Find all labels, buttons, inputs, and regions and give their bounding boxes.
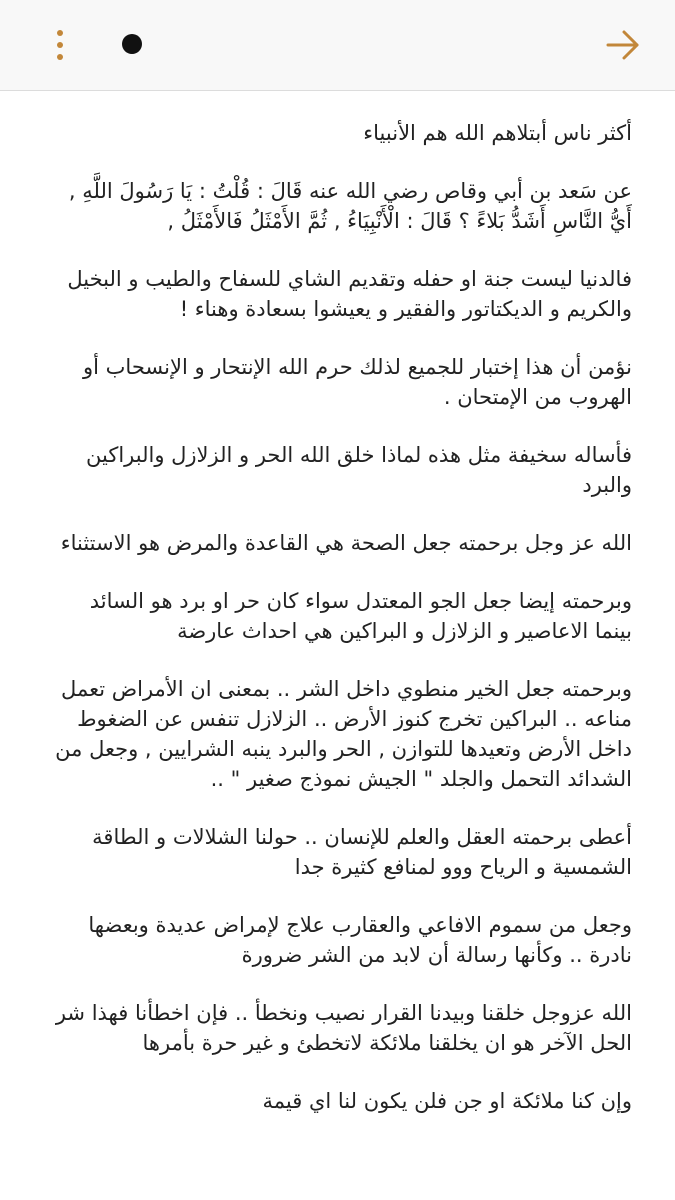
paragraph: الله عزوجل خلقنا وبيدنا القرار نصيب ونخطأ .. فإن اخطأنا فهذا شر الحل الآخر هو ان يخلقنا ملائكة لاتخطئ و غير حرة بأمرها [55,1001,632,1055]
paragraph: وبرحمته جعل الخير منطوي داخل الشر .. بمعنى ان الأمراض تعمل مناعه .. البراكين تخرج كنوز الأرض .. الزلازل تنفس عن الضغوط داخل الأرض وتعيدها للتوازن , الحر والبرد ينبه الشرايين , وجعل من الشدائد التحمل والجلد " الجيش نموذج صغير " .. [55,677,632,791]
top-toolbar [0,0,675,91]
paragraph: الله عز وجل برحمته جعل الصحة هي القاعدة والمرض هو الاستثناء [60,531,632,555]
paragraph: أعطى برحمته العقل والعلم للإنسان .. حولنا الشلالات و الطاقة الشمسية و الرياح ووو لمنافع كثيرة جدا [92,825,632,879]
paragraph: فالدنيا ليست جنة او حفله وتقديم الشاي للسفاح والطيب و البخيل والكريم و الديكتاتور والفقير و يعيشوا بسعادة وهناء ! [67,267,632,321]
arrow-right-icon [605,27,641,63]
paragraph: نؤمن أن هذا إختبار للجميع لذلك حرم الله الإنتحار و الإنسحاب أو الهروب من الإمتحان . [83,355,632,409]
paragraph: فأساله سخيفة مثل هذه لماذا خلق الله الحر و الزلازل والبراكين والبرد [86,443,632,497]
paragraph: أكثر ناس أبتلاهم الله هم الأنبياء [363,121,632,145]
paragraph: وجعل من سموم الافاعي والعقارب علاج لإمراض عديدة وبعضها نادرة .. وكأنها رسالة أن لابد من الشر ضرورة [88,913,632,967]
more-options-button[interactable] [44,20,76,70]
forward-button[interactable] [600,22,646,68]
article-body [48,118,632,1200]
paragraph: وإن كنا ملائكة او جن فلن يكون لنا اي قيمة [262,1089,632,1113]
paragraph: وبرحمته إيضا جعل الجو المعتدل سواء كان حر او برد هو السائد بينما الاعاصير و الزلازل و البراكين هي احداث عارضة [89,589,632,643]
more-vert-icon [57,30,63,60]
paragraph: عن سَعد بن أبي وقاص رضي الله عنه قَالَ : قُلْتُ : يَا رَسُولَ اللَّهِ , أَيُّ النَّاسِ أَشَدُّ بَلاءً ؟ قَالَ : الْأَنْبِيَاءُ , ثُمَّ الأَمْثَلُ فَالأَمْثَلُ , [68,179,632,233]
dot-icon [122,34,142,54]
